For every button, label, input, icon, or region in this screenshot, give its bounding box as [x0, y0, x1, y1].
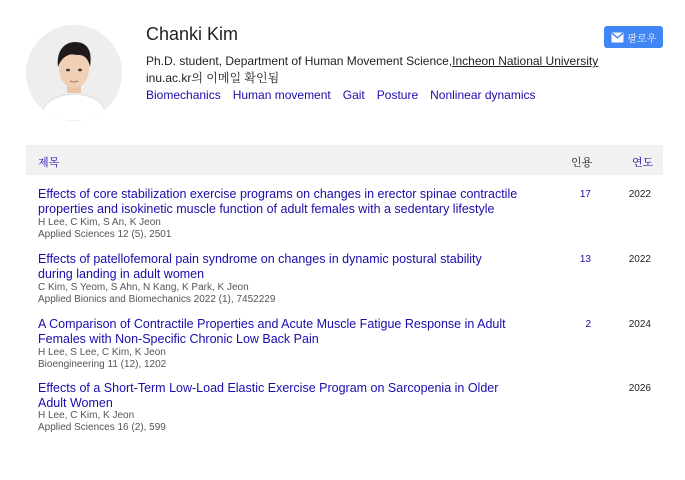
interest-link[interactable]: Human movement [232, 88, 331, 102]
article-title-link[interactable]: Effects of core stabilization exercise programs on changes in erector spinae contractile properties and isokinetic muscle function of adult females with a sedentary lifestyle [38, 187, 518, 216]
sort-by-year[interactable]: 연도 [632, 157, 654, 169]
articles-table-header [26, 145, 663, 175]
article-venue: Applied Sciences 12 (5), 2501 [38, 229, 172, 240]
profile-affiliation [146, 54, 598, 68]
avatar [26, 25, 122, 121]
article-venue: Bioengineering 11 (12), 1202 [38, 359, 167, 370]
interest-link[interactable]: Gait [342, 88, 365, 102]
article-authors: H Lee, C Kim, S An, K Jeon [38, 217, 161, 228]
article-venue: Applied Sciences 16 (2), 599 [38, 422, 166, 433]
article-authors: H Lee, S Lee, C Kim, K Jeon [38, 347, 166, 358]
article-title-link[interactable]: Effects of patellofemoral pain syndrome on changes in dynamic postural stability during landing in adult women [38, 252, 482, 281]
cited-by-link[interactable]: 13 [579, 254, 591, 265]
sort-by-citations[interactable]: 인용 [571, 157, 593, 169]
affiliation-link[interactable]: Incheon National University [452, 54, 599, 68]
research-interests [146, 88, 548, 102]
sort-by-title[interactable]: 제목 [38, 157, 60, 169]
article-title-link[interactable]: A Comparison of Contractile Properties and Acute Muscle Fatigue Response in Adult Females with Non-Specific Chronic Low Back Pain [38, 317, 506, 346]
article-title-link[interactable]: Effects of a Short-Term Low-Load Elastic Exercise Program on Sarcopenia in Older Adult Women [38, 381, 499, 410]
article-year: 2022 [628, 254, 651, 265]
person-photo-icon [26, 25, 122, 121]
article-authors: C Kim, S Yeom, S Ahn, N Kang, K Park, K Jeon [38, 282, 249, 293]
article-year: 2026 [628, 383, 651, 394]
interest-link[interactable]: Nonlinear dynamics [430, 88, 536, 102]
interest-link[interactable]: Biomechanics [146, 88, 221, 102]
article-authors: H Lee, C Kim, K Jeon [38, 410, 135, 421]
article-year: 2022 [628, 189, 651, 200]
profile-header [0, 0, 685, 130]
cited-by-link[interactable]: 17 [579, 189, 591, 200]
article-venue: Applied Bionics and Biomechanics 2022 (1), 7452229 [38, 294, 276, 305]
affiliation-text: Ph.D. student, Department of Human Movement Science, [146, 54, 453, 68]
follow-button-label: 팔로우 [627, 33, 657, 45]
verified-email: inu.ac.kr의 이메일 확인됨 [146, 71, 280, 85]
mail-icon [611, 32, 624, 43]
article-year: 2024 [628, 319, 651, 330]
profile-name: Chanki Kim [146, 24, 239, 44]
follow-button[interactable] [604, 26, 663, 48]
cited-by-link[interactable]: 2 [585, 319, 591, 330]
interest-link[interactable]: Posture [376, 88, 419, 102]
